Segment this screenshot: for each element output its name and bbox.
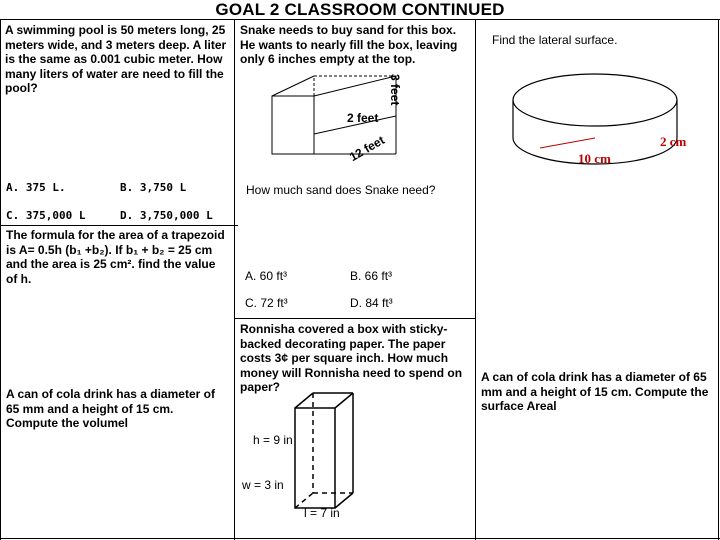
page-title: GOAL 2 CLASSROOM CONTINUED bbox=[215, 0, 505, 19]
pool-choice-d[interactable]: D. 3,750,000 L bbox=[120, 209, 213, 222]
trapezoid-line-4: of h. bbox=[6, 271, 32, 286]
paper-length-label: l = 7 in bbox=[304, 506, 340, 520]
trapezoid-line-3: and the area is 25 cm². find the value bbox=[6, 257, 216, 271]
paper-width-label: w = 3 in bbox=[242, 478, 284, 492]
sand-choice-a[interactable]: A. 60 ft³ bbox=[245, 269, 288, 283]
box-height-label: 3 feet bbox=[388, 74, 402, 106]
pool-choice-a[interactable]: A. 375 L. bbox=[6, 181, 66, 194]
box-width-label: 2 feet bbox=[347, 111, 379, 125]
pool-choice-b[interactable]: B. 3,750 L bbox=[120, 181, 187, 194]
cola-surface-question: A can of cola drink has a diameter of 65 mm and a height of 15 cm. Compute the surface Areal bbox=[481, 370, 709, 413]
cylinder-height-label: 2 cm bbox=[660, 134, 687, 149]
sand-question: Snake needs to buy sand for this box. He wants to nearly fill the box, leaving only 6 inches empty at the top. bbox=[240, 23, 458, 66]
sand-choice-d[interactable]: D. 84 ft³ bbox=[350, 296, 393, 310]
sand-choice-b[interactable]: B. 66 ft³ bbox=[350, 269, 393, 283]
trapezoid-line-1: The formula for the area of a trapezoid bbox=[6, 228, 225, 242]
box-length-label: 12 feet bbox=[347, 132, 387, 165]
sand-choice-c[interactable]: C. 72 ft³ bbox=[245, 296, 288, 310]
cylinder-question: Find the lateral surface. bbox=[492, 33, 618, 47]
trapezoid-line-2: is A= 0.5h (b₁ +b₂). If b₁ + b₂ = 25 cm bbox=[6, 242, 213, 257]
paper-height-label: h = 9 in bbox=[253, 433, 293, 447]
cylinder-radius-label: 10 cm bbox=[578, 151, 611, 166]
pool-question: A swimming pool is 50 meters long, 25 meters wide, and 3 meters deep. A liter is the same as 0.001 cubic meter. How many liters of water are need to fill the pool? bbox=[5, 23, 227, 95]
pool-choice-c[interactable]: C. 375,000 L bbox=[6, 209, 86, 222]
paper-question: Ronnisha covered a box with sticky-backed decorating paper. The paper costs 3¢ per square inch. How much money will Ronnisha need to spend on paper? bbox=[240, 322, 463, 394]
sand-how-much: How much sand does Snake need? bbox=[246, 183, 436, 197]
cola-volume-question: A can of cola drink has a diameter of 65 mm and a height of 15 cm. Compute the volumel bbox=[6, 387, 215, 430]
